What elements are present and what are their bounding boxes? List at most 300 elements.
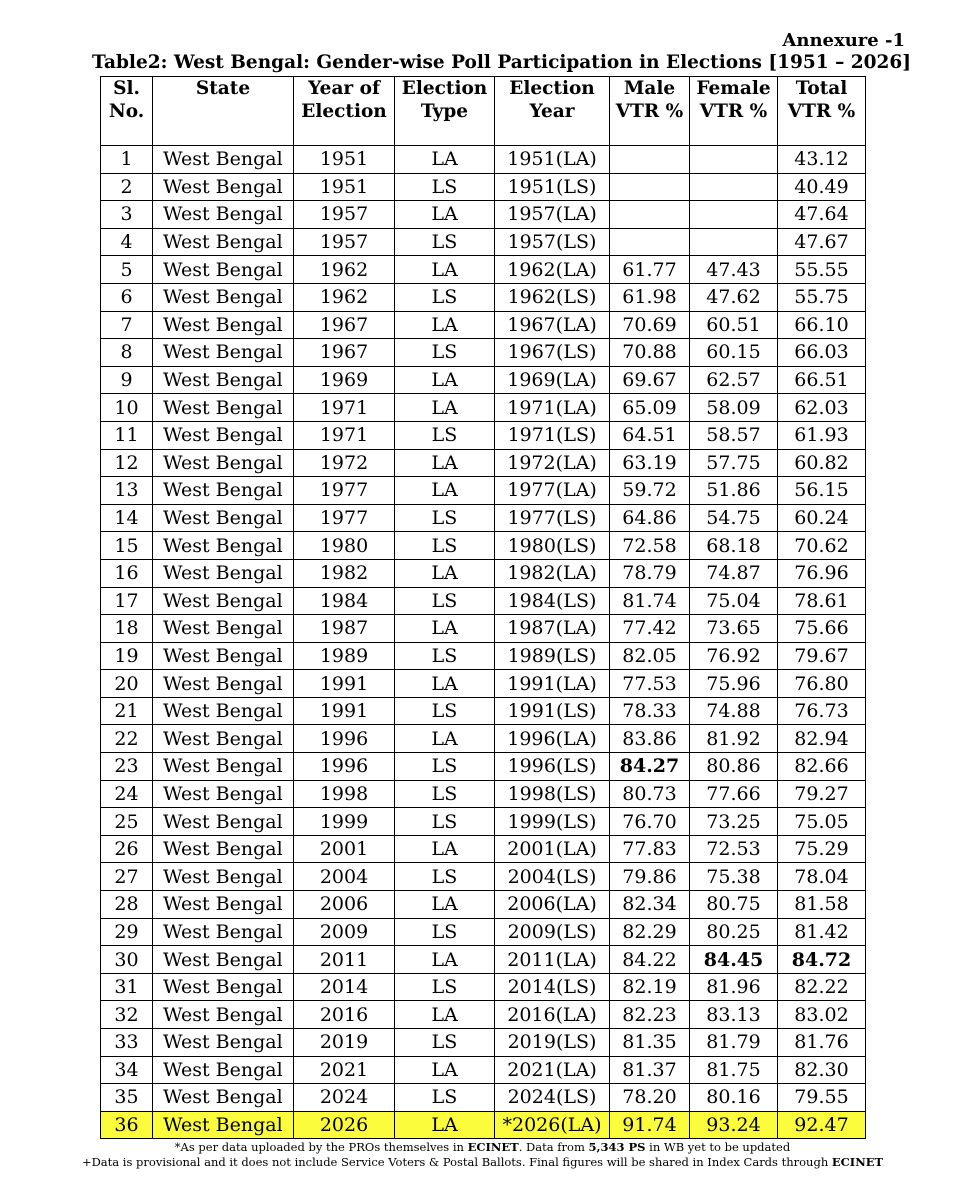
- cell-sl-no: 17: [101, 587, 153, 615]
- cell-election-year: 1951(LS): [495, 173, 610, 201]
- cell-sl-no: 33: [101, 1029, 153, 1057]
- cell-election-type: LA: [395, 835, 495, 863]
- cell-sl-no: 9: [101, 366, 153, 394]
- cell-state: West Bengal: [153, 1056, 294, 1084]
- table-row: [101, 808, 866, 836]
- cell-election-year: 1962(LS): [495, 283, 610, 311]
- cell-year-of-election: 1972: [294, 449, 395, 477]
- cell-election-type: LS: [395, 532, 495, 560]
- cell-female-vtr: 80.86: [690, 753, 778, 781]
- cell-sl-no: 18: [101, 615, 153, 643]
- cell-total-vtr: 76.80: [778, 670, 866, 698]
- poll-participation-table: [100, 76, 866, 1139]
- cell-female-vtr: 80.25: [690, 918, 778, 946]
- cell-year-of-election: 1951: [294, 173, 395, 201]
- cell-year-of-election: 1962: [294, 283, 395, 311]
- cell-election-type: LS: [395, 283, 495, 311]
- cell-sl-no: 19: [101, 642, 153, 670]
- cell-election-year: 1991(LA): [495, 670, 610, 698]
- cell-sl-no: 35: [101, 1084, 153, 1112]
- header-election-year: Election Year: [495, 77, 610, 146]
- cell-state: West Bengal: [153, 642, 294, 670]
- table-row: [101, 311, 866, 339]
- cell-election-year: 1980(LS): [495, 532, 610, 560]
- cell-total-vtr: 82.66: [778, 753, 866, 781]
- cell-year-of-election: 1967: [294, 311, 395, 339]
- table-row: [101, 670, 866, 698]
- cell-year-of-election: 2006: [294, 891, 395, 919]
- table-row: [101, 863, 866, 891]
- table-row: [101, 780, 866, 808]
- cell-election-year: 1998(LS): [495, 780, 610, 808]
- cell-state: West Bengal: [153, 808, 294, 836]
- cell-election-year: *2026(LA): [495, 1111, 610, 1139]
- cell-total-vtr: 81.42: [778, 918, 866, 946]
- cell-total-vtr: 62.03: [778, 394, 866, 422]
- footnote-2-part-a: +Data is provisional and it does not include Service Voters & Postal Ballots. Final figures will be shared in Index Cards through: [81, 1155, 832, 1169]
- cell-female-vtr: 93.24: [690, 1111, 778, 1139]
- cell-state: West Bengal: [153, 725, 294, 753]
- cell-male-vtr: [610, 146, 690, 174]
- cell-year-of-election: 1991: [294, 697, 395, 725]
- cell-election-type: LS: [395, 504, 495, 532]
- cell-election-type: LA: [395, 946, 495, 974]
- cell-election-type: LS: [395, 421, 495, 449]
- cell-election-year: 2006(LA): [495, 891, 610, 919]
- cell-year-of-election: 2014: [294, 973, 395, 1001]
- table-row: [101, 642, 866, 670]
- cell-state: West Bengal: [153, 615, 294, 643]
- table-row: [101, 835, 866, 863]
- cell-sl-no: 12: [101, 449, 153, 477]
- cell-female-vtr: 83.13: [690, 1001, 778, 1029]
- cell-election-type: LS: [395, 173, 495, 201]
- cell-male-vtr: 80.73: [610, 780, 690, 808]
- cell-state: West Bengal: [153, 753, 294, 781]
- cell-election-year: 1951(LA): [495, 146, 610, 174]
- table-row: [101, 753, 866, 781]
- cell-election-year: 1989(LS): [495, 642, 610, 670]
- cell-election-year: 1967(LA): [495, 311, 610, 339]
- cell-female-vtr: 73.25: [690, 808, 778, 836]
- cell-year-of-election: 1998: [294, 780, 395, 808]
- cell-total-vtr: 55.55: [778, 256, 866, 284]
- annexure-label: Annexure -1: [782, 30, 905, 51]
- footnote-2: [0, 1155, 965, 1170]
- cell-election-type: LA: [395, 146, 495, 174]
- cell-year-of-election: 2024: [294, 1084, 395, 1112]
- cell-female-vtr: 81.79: [690, 1029, 778, 1057]
- cell-male-vtr: 77.83: [610, 835, 690, 863]
- cell-sl-no: 11: [101, 421, 153, 449]
- cell-total-vtr: 66.10: [778, 311, 866, 339]
- cell-male-vtr: 83.86: [610, 725, 690, 753]
- table-row: [101, 173, 866, 201]
- cell-state: West Bengal: [153, 973, 294, 1001]
- cell-state: West Bengal: [153, 504, 294, 532]
- cell-election-type: LS: [395, 973, 495, 1001]
- header-female-vtr: Female VTR %: [690, 77, 778, 146]
- cell-sl-no: 10: [101, 394, 153, 422]
- cell-total-vtr: 92.47: [778, 1111, 866, 1139]
- cell-total-vtr: 60.24: [778, 504, 866, 532]
- cell-male-vtr: 81.37: [610, 1056, 690, 1084]
- table-row: [101, 449, 866, 477]
- cell-total-vtr: 79.55: [778, 1084, 866, 1112]
- cell-state: West Bengal: [153, 173, 294, 201]
- cell-election-type: LA: [395, 449, 495, 477]
- table-row: [101, 587, 866, 615]
- cell-sl-no: 6: [101, 283, 153, 311]
- table-row: [101, 339, 866, 367]
- cell-total-vtr: 82.22: [778, 973, 866, 1001]
- cell-state: West Bengal: [153, 532, 294, 560]
- cell-election-type: LS: [395, 1084, 495, 1112]
- cell-election-type: LA: [395, 559, 495, 587]
- cell-total-vtr: 81.76: [778, 1029, 866, 1057]
- header-election-type: Election Type: [395, 77, 495, 146]
- cell-state: West Bengal: [153, 918, 294, 946]
- cell-election-type: LA: [395, 670, 495, 698]
- cell-female-vtr: 62.57: [690, 366, 778, 394]
- cell-election-year: 1977(LS): [495, 504, 610, 532]
- table-body: [101, 146, 866, 1139]
- cell-male-vtr: 82.05: [610, 642, 690, 670]
- cell-state: West Bengal: [153, 228, 294, 256]
- cell-sl-no: 8: [101, 339, 153, 367]
- cell-sl-no: 14: [101, 504, 153, 532]
- cell-year-of-election: 1962: [294, 256, 395, 284]
- cell-female-vtr: 80.16: [690, 1084, 778, 1112]
- cell-year-of-election: 1971: [294, 421, 395, 449]
- cell-female-vtr: 57.75: [690, 449, 778, 477]
- cell-state: West Bengal: [153, 559, 294, 587]
- cell-female-vtr: 84.45: [690, 946, 778, 974]
- cell-year-of-election: 1957: [294, 228, 395, 256]
- cell-state: West Bengal: [153, 311, 294, 339]
- cell-total-vtr: 76.73: [778, 697, 866, 725]
- cell-sl-no: 7: [101, 311, 153, 339]
- cell-sl-no: 21: [101, 697, 153, 725]
- cell-election-type: LS: [395, 753, 495, 781]
- cell-election-type: LA: [395, 1111, 495, 1139]
- cell-male-vtr: 64.51: [610, 421, 690, 449]
- cell-state: West Bengal: [153, 946, 294, 974]
- cell-sl-no: 31: [101, 973, 153, 1001]
- cell-election-year: 2004(LS): [495, 863, 610, 891]
- table-row: [101, 725, 866, 753]
- cell-state: West Bengal: [153, 697, 294, 725]
- cell-election-type: LA: [395, 201, 495, 229]
- table-row: [101, 256, 866, 284]
- cell-sl-no: 13: [101, 477, 153, 505]
- cell-total-vtr: 47.64: [778, 201, 866, 229]
- cell-state: West Bengal: [153, 1084, 294, 1112]
- table-row: [101, 146, 866, 174]
- cell-election-year: 1996(LA): [495, 725, 610, 753]
- cell-sl-no: 24: [101, 780, 153, 808]
- cell-male-vtr: 79.86: [610, 863, 690, 891]
- cell-female-vtr: 47.43: [690, 256, 778, 284]
- cell-year-of-election: 1971: [294, 394, 395, 422]
- cell-election-year: 2001(LA): [495, 835, 610, 863]
- cell-total-vtr: 83.02: [778, 1001, 866, 1029]
- footnote-1-ecinet: ECINET: [467, 1140, 519, 1154]
- cell-year-of-election: 2026: [294, 1111, 395, 1139]
- cell-year-of-election: 1982: [294, 559, 395, 587]
- table-row: [101, 559, 866, 587]
- cell-election-type: LS: [395, 339, 495, 367]
- cell-female-vtr: 47.62: [690, 283, 778, 311]
- cell-year-of-election: 2016: [294, 1001, 395, 1029]
- cell-male-vtr: 76.70: [610, 808, 690, 836]
- cell-total-vtr: 84.72: [778, 946, 866, 974]
- cell-female-vtr: 75.38: [690, 863, 778, 891]
- cell-election-year: 2009(LS): [495, 918, 610, 946]
- cell-state: West Bengal: [153, 339, 294, 367]
- cell-total-vtr: 56.15: [778, 477, 866, 505]
- cell-total-vtr: 40.49: [778, 173, 866, 201]
- cell-election-type: LA: [395, 1056, 495, 1084]
- cell-election-type: LA: [395, 366, 495, 394]
- cell-male-vtr: 78.33: [610, 697, 690, 725]
- cell-sl-no: 15: [101, 532, 153, 560]
- cell-total-vtr: 75.05: [778, 808, 866, 836]
- table-row: [101, 918, 866, 946]
- cell-female-vtr: 58.09: [690, 394, 778, 422]
- cell-male-vtr: [610, 201, 690, 229]
- cell-election-type: LS: [395, 780, 495, 808]
- cell-year-of-election: 1967: [294, 339, 395, 367]
- cell-sl-no: 26: [101, 835, 153, 863]
- footnote-1-part-a: *As per data uploaded by the PROs themselves in: [174, 1140, 468, 1154]
- cell-male-vtr: 82.29: [610, 918, 690, 946]
- cell-female-vtr: 74.87: [690, 559, 778, 587]
- cell-female-vtr: 80.75: [690, 891, 778, 919]
- cell-election-year: 2011(LA): [495, 946, 610, 974]
- cell-state: West Bengal: [153, 449, 294, 477]
- cell-election-year: 1996(LS): [495, 753, 610, 781]
- cell-election-type: LA: [395, 256, 495, 284]
- cell-election-year: 1977(LA): [495, 477, 610, 505]
- cell-female-vtr: 81.96: [690, 973, 778, 1001]
- cell-total-vtr: 70.62: [778, 532, 866, 560]
- cell-election-year: 1982(LA): [495, 559, 610, 587]
- cell-state: West Bengal: [153, 477, 294, 505]
- cell-male-vtr: 84.22: [610, 946, 690, 974]
- cell-female-vtr: 81.92: [690, 725, 778, 753]
- table-row: [101, 697, 866, 725]
- cell-sl-no: 20: [101, 670, 153, 698]
- cell-total-vtr: 47.67: [778, 228, 866, 256]
- cell-state: West Bengal: [153, 1001, 294, 1029]
- cell-election-year: 2016(LA): [495, 1001, 610, 1029]
- header-year-of-election: Year of Election: [294, 77, 395, 146]
- cell-election-type: LA: [395, 725, 495, 753]
- cell-sl-no: 22: [101, 725, 153, 753]
- cell-male-vtr: 81.74: [610, 587, 690, 615]
- cell-male-vtr: 65.09: [610, 394, 690, 422]
- cell-state: West Bengal: [153, 1111, 294, 1139]
- cell-year-of-election: 1977: [294, 477, 395, 505]
- cell-male-vtr: 78.20: [610, 1084, 690, 1112]
- cell-total-vtr: 82.30: [778, 1056, 866, 1084]
- cell-sl-no: 23: [101, 753, 153, 781]
- table-row: [101, 532, 866, 560]
- cell-male-vtr: 91.74: [610, 1111, 690, 1139]
- cell-male-vtr: 78.79: [610, 559, 690, 587]
- cell-total-vtr: 75.29: [778, 835, 866, 863]
- cell-election-year: 1987(LA): [495, 615, 610, 643]
- table-row: [101, 201, 866, 229]
- cell-election-year: 2014(LS): [495, 973, 610, 1001]
- cell-male-vtr: 82.34: [610, 891, 690, 919]
- cell-sl-no: 5: [101, 256, 153, 284]
- cell-state: West Bengal: [153, 146, 294, 174]
- cell-election-year: 2024(LS): [495, 1084, 610, 1112]
- cell-male-vtr: 70.88: [610, 339, 690, 367]
- cell-state: West Bengal: [153, 670, 294, 698]
- table-row: [101, 973, 866, 1001]
- cell-election-type: LS: [395, 808, 495, 836]
- cell-election-type: LA: [395, 891, 495, 919]
- cell-state: West Bengal: [153, 1029, 294, 1057]
- table-row: [101, 283, 866, 311]
- table-row: [101, 1029, 866, 1057]
- cell-female-vtr: 72.53: [690, 835, 778, 863]
- cell-election-type: LS: [395, 1029, 495, 1057]
- cell-year-of-election: 2009: [294, 918, 395, 946]
- cell-sl-no: 34: [101, 1056, 153, 1084]
- cell-state: West Bengal: [153, 201, 294, 229]
- cell-male-vtr: 82.19: [610, 973, 690, 1001]
- cell-election-type: LS: [395, 228, 495, 256]
- cell-election-type: LA: [395, 1001, 495, 1029]
- cell-female-vtr: 54.75: [690, 504, 778, 532]
- cell-total-vtr: 78.04: [778, 863, 866, 891]
- cell-election-type: LS: [395, 697, 495, 725]
- cell-year-of-election: 2004: [294, 863, 395, 891]
- cell-total-vtr: 66.51: [778, 366, 866, 394]
- cell-sl-no: 16: [101, 559, 153, 587]
- cell-year-of-election: 1969: [294, 366, 395, 394]
- cell-total-vtr: 78.61: [778, 587, 866, 615]
- table-row: [101, 1056, 866, 1084]
- cell-year-of-election: 1991: [294, 670, 395, 698]
- cell-state: West Bengal: [153, 366, 294, 394]
- cell-total-vtr: 66.03: [778, 339, 866, 367]
- cell-male-vtr: 82.23: [610, 1001, 690, 1029]
- cell-year-of-election: 1999: [294, 808, 395, 836]
- cell-sl-no: 4: [101, 228, 153, 256]
- cell-male-vtr: 77.53: [610, 670, 690, 698]
- cell-sl-no: 32: [101, 1001, 153, 1029]
- cell-female-vtr: 51.86: [690, 477, 778, 505]
- cell-election-year: 1972(LA): [495, 449, 610, 477]
- cell-election-type: LS: [395, 642, 495, 670]
- cell-male-vtr: 63.19: [610, 449, 690, 477]
- cell-male-vtr: 59.72: [610, 477, 690, 505]
- cell-election-type: LS: [395, 918, 495, 946]
- cell-year-of-election: 1957: [294, 201, 395, 229]
- table-row: [101, 1111, 866, 1139]
- cell-female-vtr: 75.04: [690, 587, 778, 615]
- cell-male-vtr: 77.42: [610, 615, 690, 643]
- cell-election-type: LA: [395, 477, 495, 505]
- cell-total-vtr: 76.96: [778, 559, 866, 587]
- header-sl-no: Sl. No.: [101, 77, 153, 146]
- cell-total-vtr: 61.93: [778, 421, 866, 449]
- cell-male-vtr: 84.27: [610, 753, 690, 781]
- cell-male-vtr: 64.86: [610, 504, 690, 532]
- cell-election-type: LS: [395, 863, 495, 891]
- cell-state: West Bengal: [153, 421, 294, 449]
- cell-state: West Bengal: [153, 780, 294, 808]
- cell-year-of-election: 1996: [294, 725, 395, 753]
- cell-election-year: 1957(LA): [495, 201, 610, 229]
- cell-female-vtr: [690, 173, 778, 201]
- cell-election-year: 1957(LS): [495, 228, 610, 256]
- footnote-1-part-c: . Data from: [518, 1140, 589, 1154]
- cell-state: West Bengal: [153, 587, 294, 615]
- cell-year-of-election: 2021: [294, 1056, 395, 1084]
- cell-female-vtr: [690, 201, 778, 229]
- header-male-vtr: Male VTR %: [610, 77, 690, 146]
- cell-sl-no: 30: [101, 946, 153, 974]
- cell-election-type: LA: [395, 615, 495, 643]
- cell-year-of-election: 1977: [294, 504, 395, 532]
- table-row: [101, 228, 866, 256]
- cell-year-of-election: 2019: [294, 1029, 395, 1057]
- cell-sl-no: 29: [101, 918, 153, 946]
- cell-male-vtr: 70.69: [610, 311, 690, 339]
- cell-male-vtr: 61.77: [610, 256, 690, 284]
- cell-election-year: 1971(LS): [495, 421, 610, 449]
- cell-male-vtr: 69.67: [610, 366, 690, 394]
- table-row: [101, 477, 866, 505]
- cell-year-of-election: 2011: [294, 946, 395, 974]
- table-row: [101, 615, 866, 643]
- footnotes: [0, 1140, 965, 1170]
- cell-state: West Bengal: [153, 394, 294, 422]
- table-row: [101, 946, 866, 974]
- header-state: State: [153, 77, 294, 146]
- cell-year-of-election: 1989: [294, 642, 395, 670]
- footnote-2-ecinet: ECINET: [831, 1155, 884, 1169]
- header-row: [101, 77, 866, 146]
- table-row: [101, 394, 866, 422]
- cell-male-vtr: [610, 228, 690, 256]
- cell-year-of-election: 1984: [294, 587, 395, 615]
- cell-female-vtr: [690, 146, 778, 174]
- cell-male-vtr: 61.98: [610, 283, 690, 311]
- cell-total-vtr: 55.75: [778, 283, 866, 311]
- cell-female-vtr: 74.88: [690, 697, 778, 725]
- cell-election-year: 1971(LA): [495, 394, 610, 422]
- cell-female-vtr: 81.75: [690, 1056, 778, 1084]
- table-row: [101, 421, 866, 449]
- table-row: [101, 1001, 866, 1029]
- cell-election-year: 1962(LA): [495, 256, 610, 284]
- cell-female-vtr: 60.51: [690, 311, 778, 339]
- cell-election-type: LA: [395, 394, 495, 422]
- cell-election-year: 2021(LA): [495, 1056, 610, 1084]
- cell-election-year: 1967(LS): [495, 339, 610, 367]
- header-total-vtr: Total VTR %: [778, 77, 866, 146]
- table-title: Table2: West Bengal: Gender-wise Poll Participation in Elections [1951 – 2026]: [92, 52, 912, 73]
- cell-state: West Bengal: [153, 863, 294, 891]
- cell-state: West Bengal: [153, 891, 294, 919]
